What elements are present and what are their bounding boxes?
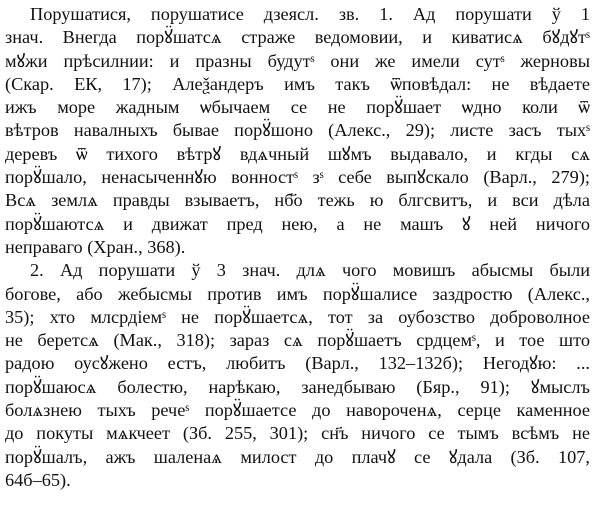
text-line: 64б–65). (5, 469, 71, 490)
text-line: неправаго (Хран., 368). (5, 236, 186, 257)
text-line: мꙋжи прѣсилнии: и празны будутˢ они же имели сутˢ жерновы (5, 50, 590, 71)
entry-sense-1 (5, 3, 590, 259)
text-line: 2. Ад порушати ў 3 знач. длѧ чого мовишъ абысмы были (30, 260, 590, 281)
text-line: ижъ море жадным ѡбычаем се не порꙋ̈шает ѡдно коли ѿ (5, 97, 590, 118)
text-line: вѣтров навалныхъ бывае порꙋ̈шоно (Алекс., 29); листе засъ тыхˢ (5, 120, 590, 141)
text-line: порꙋ̈шало, ненасыченнꙋю вонностˢ зˢ себе выпꙋскало (Варл., 279); (5, 167, 590, 188)
text-line: богове, або жебысмы против имъ порꙋ̈шалисе заздростю (Алекс., (5, 283, 590, 304)
text-line: болѧзнею тыхъ речеˢ порꙋ̈шаетсе до навороченѧ, серце каменное (5, 400, 590, 421)
text-line: радою оусꙋжено естъ, любитъ (Варл., 132–132б); Негодꙋю: ... (5, 353, 590, 374)
text-line: порꙋ̈шалъ, ажъ шаленаѧ милост до плачꙋ се ꙋдала (Зб. 107, (5, 446, 590, 467)
entry-sense-2 (5, 259, 590, 492)
text-line: не беретсѧ (Мак., 318); зараз сѧ порꙋ̈шаетъ срдцемˢ, и тое што (5, 330, 590, 351)
text-line: (Скар. ЕК, 17); Алеѯандеръ имъ такъ ѿповѣдал: не вѣдаете (5, 73, 590, 94)
text-line: порꙋ̈шаютсѧ и движат пред нею, а не машъ ꙋ ней ничого (5, 213, 590, 234)
text-line: деревъ ѿ тихого вѣтрꙋ вдѧчный шꙋмъ выдавало, и кгды сѧ (5, 143, 590, 164)
text-line: Всѧ землѧ правды взываетъ, нб҃о тежь ю блгсвитъ, и вси дѣла (5, 190, 590, 211)
text-line: Порушатися, порушатисе дзеясл. зв. 1. Ад порушати ў 1 (30, 4, 590, 24)
text-line: знач. Внегда порꙋ̈шатсѧ страже ведомовии, и киватисѧ бꙋдꙋтˢ (5, 27, 590, 48)
text-line: 35); хто млсрдіемˢ не порꙋ̈шаетсѧ, тот за оубозство доброволное (5, 306, 590, 327)
text-line: порꙋ̈шаюсѧ болестю, нарѣкаю, занедбываю (Бяр., 91); ꙋмыслъ (5, 376, 590, 397)
text-line: до покуты мѧкчеет (Зб. 255, 301); сн҃ъ ничого се тымъ всѣмъ не (5, 423, 590, 444)
